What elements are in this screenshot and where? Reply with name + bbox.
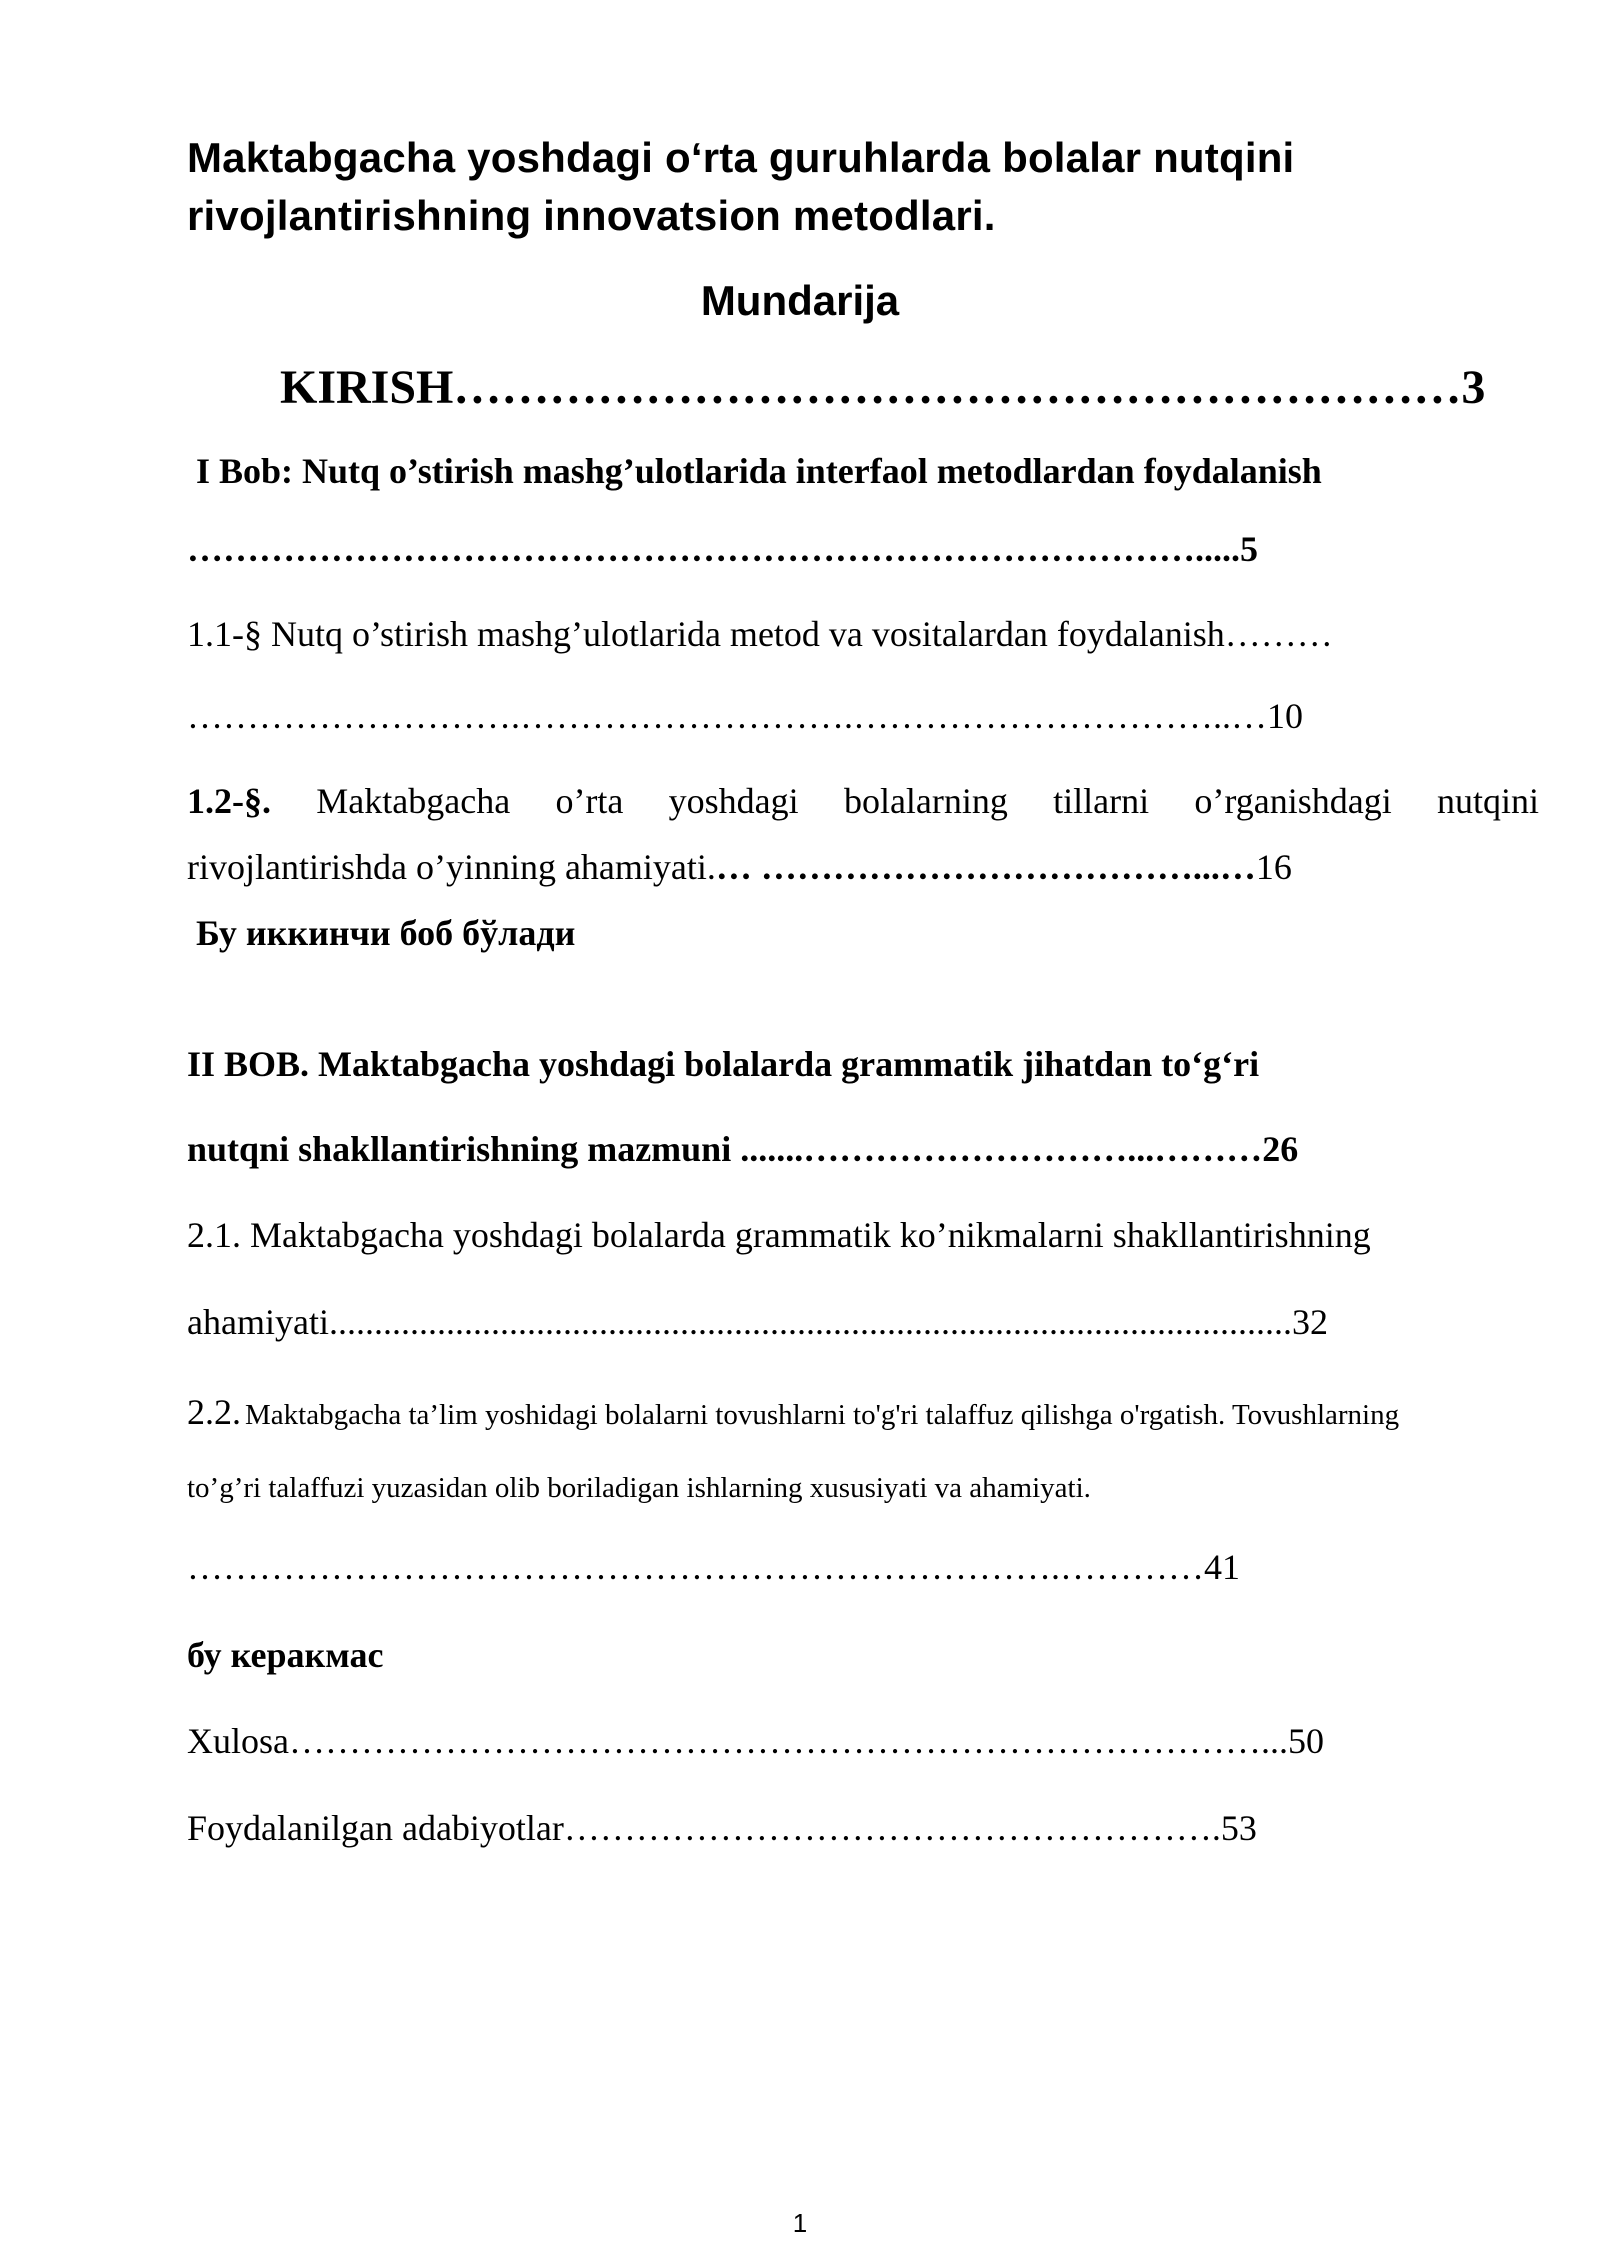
toc-word: bolalarning [843,781,1008,821]
toc-section-1-2-number: 1.2-§. [187,781,271,821]
toc-entry-references: Foydalanilgan adabiyotlar……………………………………………….53 [187,1808,1257,1848]
editor-note-not-needed: бу керакмас [187,1635,384,1675]
toc-section-1-2-text: rivojlantirishda o’yinning ahamiyati. [187,847,716,887]
toc-section-2-2-line-1 [187,1391,1399,1433]
toc-word: nutqini [1436,781,1539,821]
toc-section-2-2-page: ……………………………………………………………….…………41 [187,1547,1240,1587]
toc-word: Maktabgacha [316,781,511,821]
toc-word: tillarni [1053,781,1150,821]
toc-section-1-2-page: 16 [1255,847,1292,887]
document-title-line-1: Maktabgacha yoshdagi o‘rta guruhlarda bolalar nutqini [187,134,1295,181]
page-number: 1 [792,2208,808,2238]
toc-section-2-2-line-2: to’g’ri talaffuzi yuzasidan olib boriladigan ishlarning xususiyati va ahamiyati. [187,1472,1091,1504]
toc-chapter-1-page: ………………………………………………………………………….....5 [187,529,1258,569]
toc-section-1-1-title: 1.1-§ Nutq o’stirish mashg’ulotlarida metod va vositalardan foydalanish……… [187,614,1333,654]
toc-section-2-2-text: Maktabgacha ta’lim yoshidagi bolalarni tovushlarni to'g'ri talaffuz qilishga o'rgatish. Tovushlarning [245,1399,1400,1431]
editor-note-chapter-two: Бу иккинчи боб бўлади [196,913,576,953]
toc-entry-xulosa: Xulosa………………………………………………………………………...50 [187,1721,1324,1761]
document-title-line-2: rivojlantirishning innovatsion metodlari. [187,192,996,239]
toc-word: o’rta [555,781,624,821]
toc-section-1-2-line-1 [187,780,1539,822]
toc-section-1-2-line-2 [187,846,1292,888]
toc-chapter-2-title-line-2: nutqni shakllantirishning mazmuni .......………………………...………26 [187,1129,1299,1169]
toc-section-2-1-line-2: ahamiyati...........................................................................................................32 [187,1302,1328,1342]
toc-entry-kirish: KIRISH………………………………………………………3 [280,361,1486,414]
toc-section-2-2-number: 2.2. [187,1392,241,1432]
toc-chapter-1-title: I Bob: Nutq o’stirish mashg’ulotlarida interfaol metodlardan foydalanish [196,451,1322,491]
toc-word: yoshdagi [668,781,799,821]
toc-chapter-2-title-line-1: II BOB. Maktabgacha yoshdagi bolalarda grammatik jihatdan to‘g‘ri [187,1044,1260,1084]
toc-word: o’rganishdagi [1194,781,1392,821]
toc-section-1-2-dots: … ………………………………...… [715,847,1256,887]
contents-heading: Mundarija [700,277,900,324]
toc-section-1-1-page: ……………………….……………………….…………………………..…10 [187,696,1303,736]
toc-section-2-1-line-1: 2.1. Maktabgacha yoshdagi bolalarda grammatik ko’nikmalarni shakllantirishning [187,1215,1371,1255]
